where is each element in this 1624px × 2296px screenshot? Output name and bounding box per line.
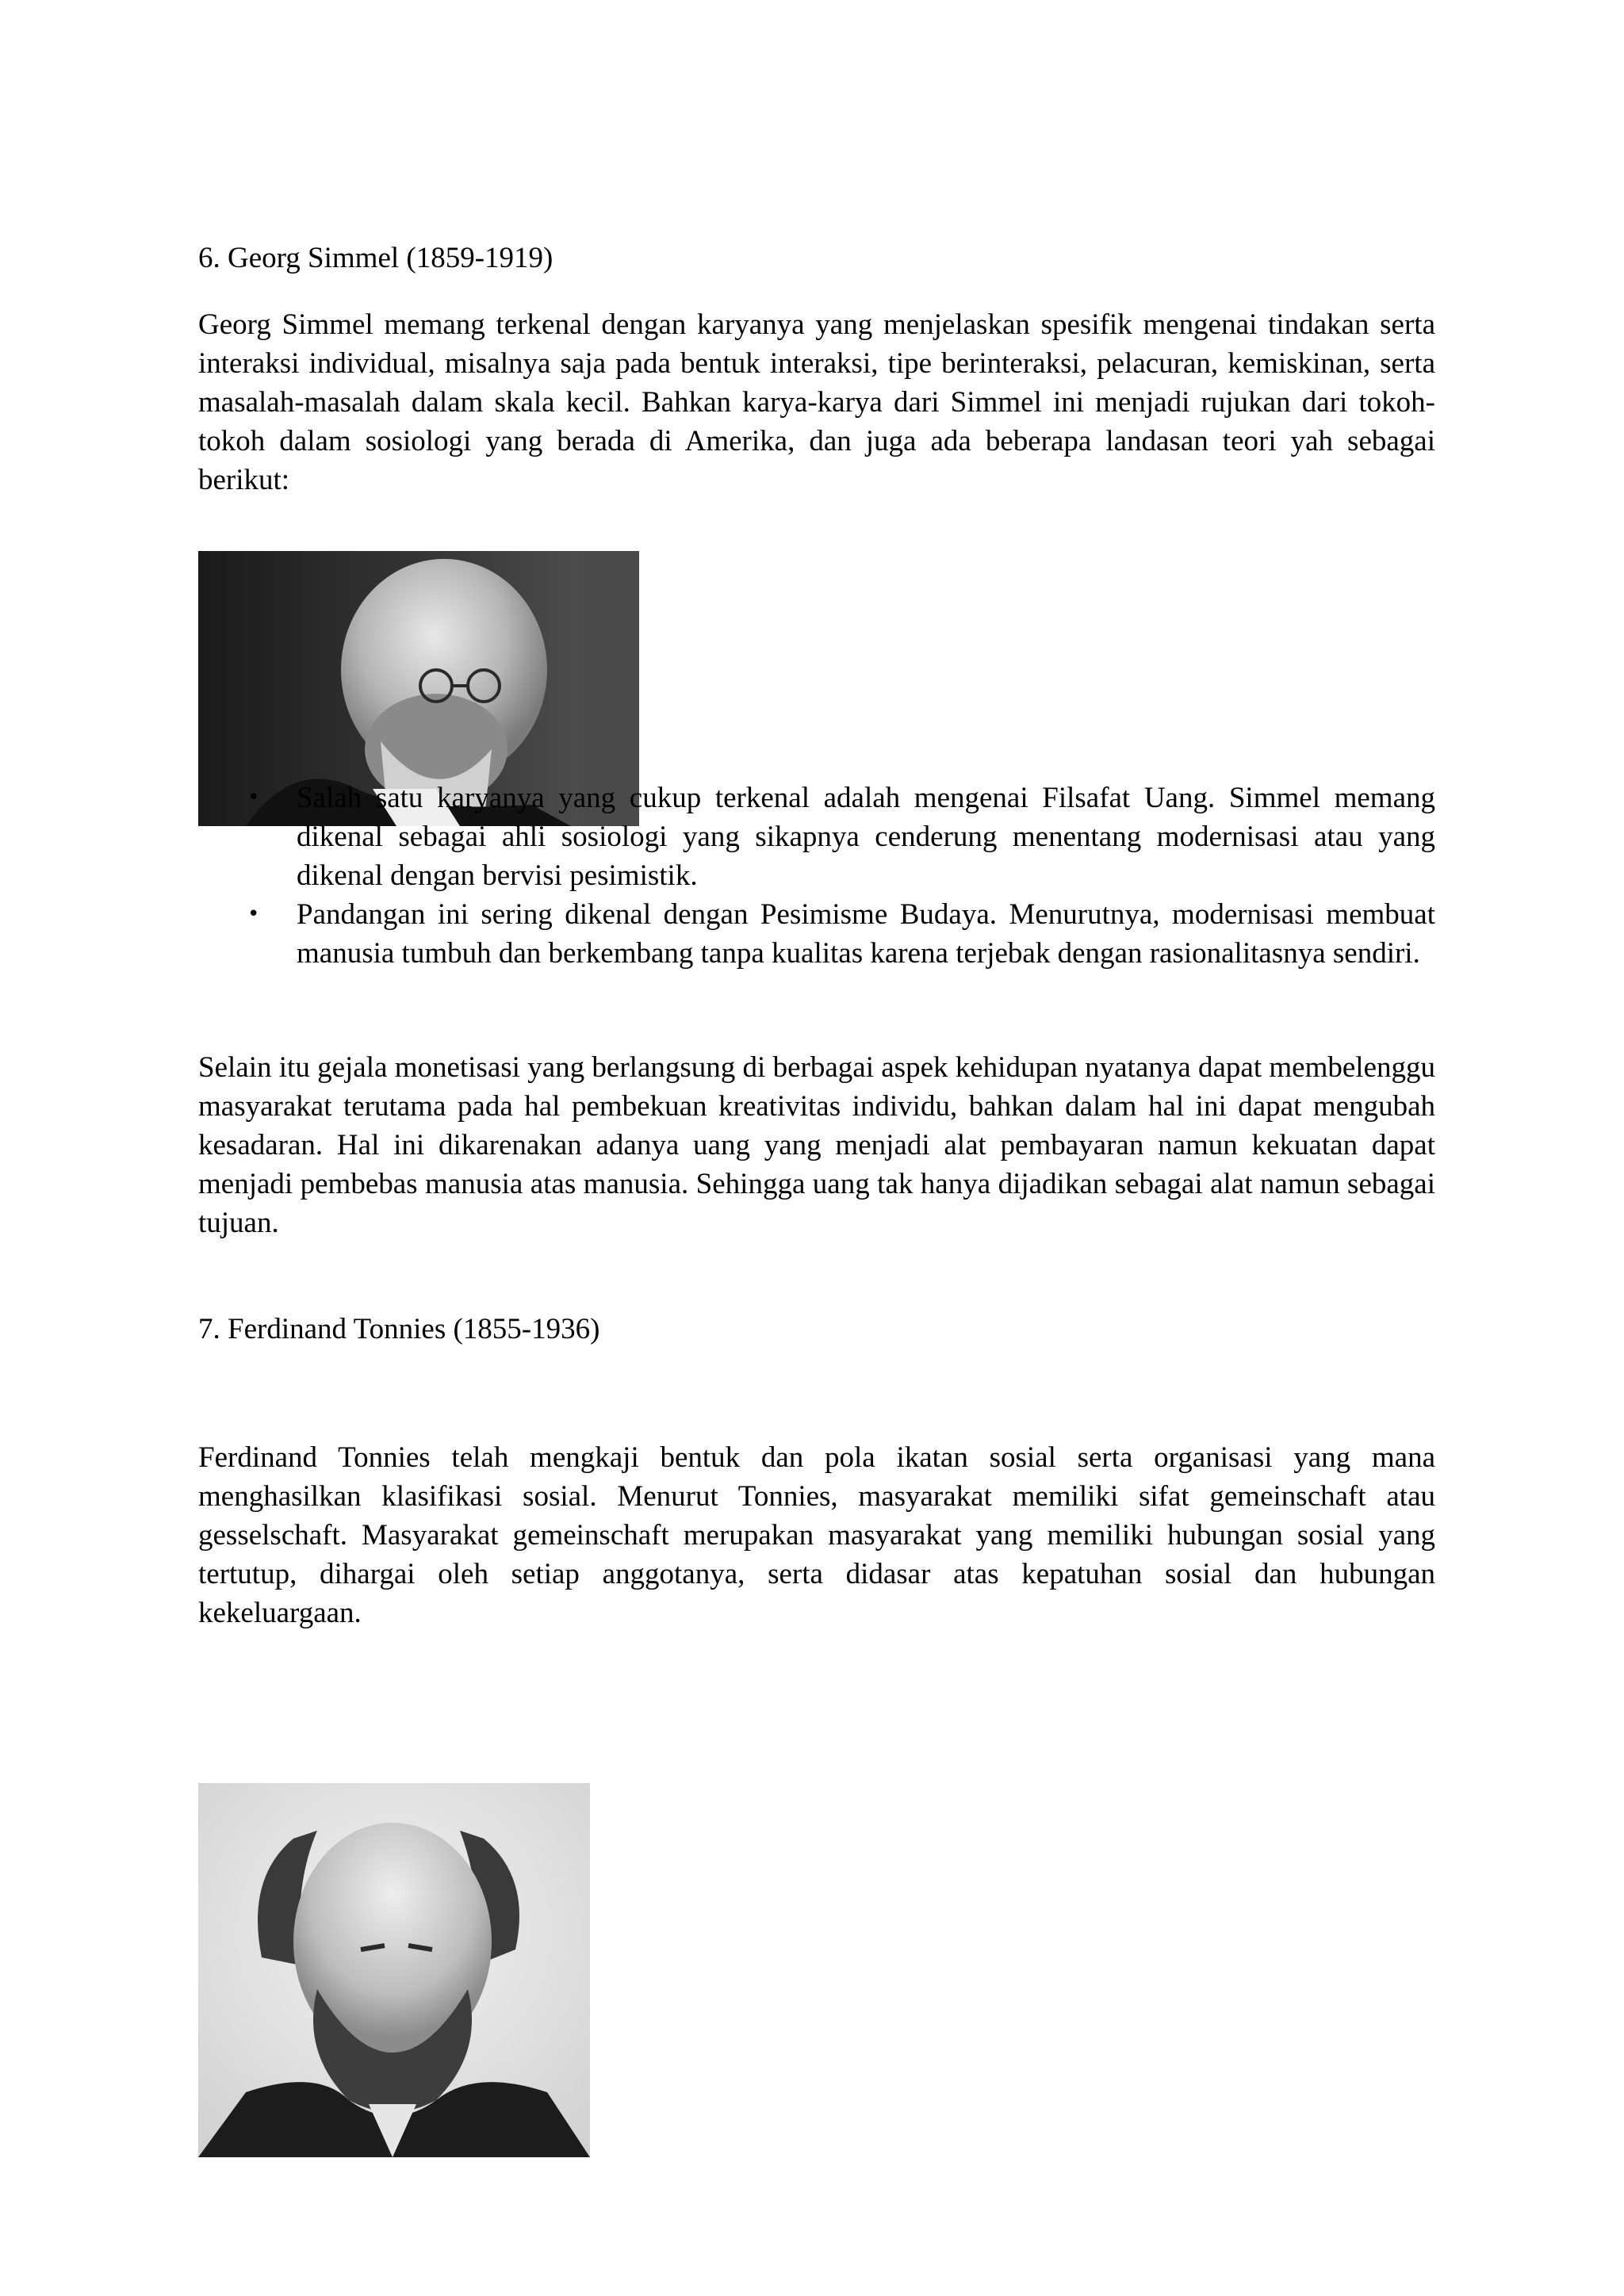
bullet-icon: • xyxy=(247,786,260,809)
section-7-heading: 7. Ferdinand Tonnies (1855-1936) xyxy=(198,1313,600,1345)
simmel-closing-paragraph: Selain itu gejala monetisasi yang berlangsung di berbagai aspek kehidupan nyatanya dapat membelenggu masyarakat terutama pada hal pembekuan kreativitas individu, bahkan dalam hal ini dapat mengubah kesadaran. Hal ini dikarenakan adanya uang yang menjadi alat pembayaran namun kekuatan dapat menjadi pembebas manusia atas manusia. Sehingga uang tak hanya dijadikan sebagai alat namun sebagai tujuan. xyxy=(198,1051,1435,1239)
list-item-text: Salah satu karyanya yang cukup terkenal adalah mengenai Filsafat Uang. Simmel memang dikenal sebagai ahli sosiologi yang sikapnya cenderung menentang modernisasi atau yang dikenal dengan bervisi pesimistik. xyxy=(297,782,1435,892)
simmel-intro-paragraph xyxy=(198,305,1435,826)
tonnies-portrait-graphic xyxy=(198,1783,590,2157)
list-item xyxy=(198,779,1435,895)
list-item-text: Pandangan ini sering dikenal dengan Pesimisme Budaya. Menurutnya, modernisasi membuat manusia tumbuh dan berkembang tanpa kualitas karena terjebak dengan rasionalitasnya sendiri. xyxy=(297,898,1435,970)
list-item xyxy=(198,895,1435,973)
tonnies-intro-text: Ferdinand Tonnies telah mengkaji bentuk dan pola ikatan sosial serta organisasi yang mana menghasilkan klasifikasi sosial. Menurut Tonnies, masyarakat memiliki sifat gemeinschaft atau gesselschaft. Masyarakat gemeinschaft merupakan masyarakat yang memiliki hubungan sosial yang tertutup, dihargai oleh setiap anggotanya, serta didasar atas kepatuhan sosial dan hubungan kekeluargaan. xyxy=(198,1441,1435,1629)
tonnies-intro-paragraph xyxy=(198,1438,1435,2157)
simmel-intro-text: Georg Simmel memang terkenal dengan karyanya yang menjelaskan spesifik mengenai tindakan serta interaksi individual, misalnya saja pada bentuk interaksi, tipe berinteraksi, pelacuran, kemiskinan, serta masalah-masalah dalam skala kecil. Bahkan karya-karya dari Simmel ini menjadi rujukan dari tokoh-tokoh dalam sosiologi yang berada di Amerika, dan juga ada beberapa landasan teori yah sebagai berikut: xyxy=(198,308,1435,496)
simmel-theory-list xyxy=(198,779,1435,973)
section-6-heading: 6. Georg Simmel (1859-1919) xyxy=(198,242,553,274)
bullet-icon: • xyxy=(247,902,260,926)
tonnies-portrait-photo xyxy=(198,1783,590,2157)
